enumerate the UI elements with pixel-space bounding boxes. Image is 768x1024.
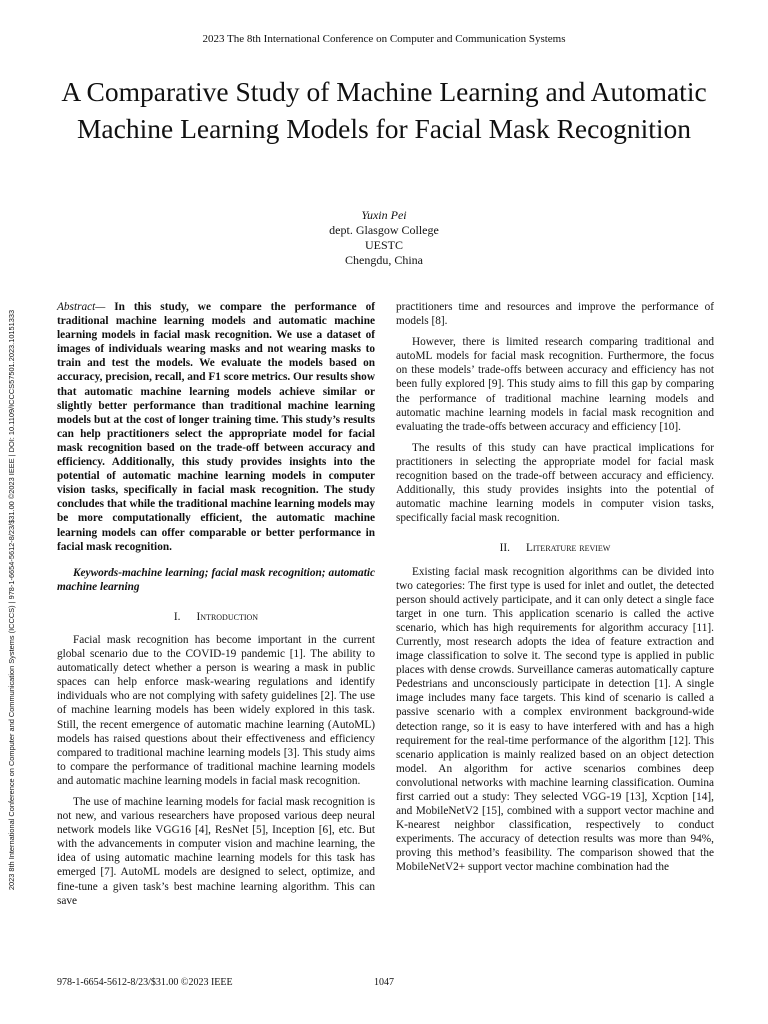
page-number: 1047 [374,977,394,988]
section-title: Literature review [525,542,611,555]
right-column [396,300,714,882]
paper-title: A Comparative Study of Machine Learning and Automatic Machine Learning Models for Facial Mask Recognition [61,76,707,144]
paragraph: practitioners time and resources and improve the performance of models [8]. [396,301,714,328]
keywords: Keywords-machine learning; facial mask recognition; automatic machine learning [57,566,375,593]
footer-isbn: 978-1-6654-5612-8/23/$31.00 ©2023 IEEE [57,977,233,988]
section-heading-introduction [57,610,375,624]
author-block [0,208,768,268]
section-number: I. [173,610,181,623]
conference-header: 2023 The 8th International Conference on Computer and Communication Systems [202,33,566,45]
section-heading-literature-review [396,541,714,555]
abstract-text: In this study, we compare the performance of traditional machine learning models and automatic machine learning models in facial mask recognition. We use a dataset of images of individuals wearing masks and not wearing masks to train and test the models. We evaluate the models based on accuracy, precision, recall, and F1 score metrics. Our results show that automatic machine learning models achieve similar or slightly better performance than traditional machine learning models but at the cost of longer training time. This study’s results can help practitioners select the appropriate model for facial mask recognition based on the trade-off between accuracy and efficiency. Additionally, this study provides insights into the potential of automatic machine learning models in computer vision tasks, specifically in facial mask recognition. The study concludes that while the traditional machine learning models may be more computationally efficient, the automatic machine learning models can offer comparable or better performance in facial mask recognition. [57,301,375,553]
left-column [57,300,375,915]
paragraph: Existing facial mask recognition algorithms can be divided into two categories: The first type is used for inlet and outlet, the detected person should actively participate, and it can only detect a single face target in one turn. This application scenario is called the active scenario, which has high requirements for algorithm accuracy [11]. Currently, most research adopts the idea of feature extraction and image classification to solve it. The second type is applied in public places with dense crowds. Surveillance cameras automatically capture Pedestrians and unconsciously participate in detection [1]. A single image includes many face targets. This kind of scenario is called a passive scenario with a complex environment background-wide detection range, so it is easy to have interfered with and has a high requirement for the real-time performance of the algorithm [12]. This scenario application is mainly realized based on an object detection model. An algorithm for active scenarios combines deep convolutional networks with machine learning classification. Oumina first carried out a study: They selected VGG-19 [13], Xcption [14], and MobileNetV2 [15], combined with a support vector machine and K-nearest neighbor classification, respectively to conduct experiments. The accuracy of detection results was more than 94%, proving this method’s feasibility. The comparison showed that the MobileNetV2+ support vector machine combination had the [396,565,714,874]
paragraph: However, there is limited research comparing traditional and autoML models for facial mask recognition. Furthermore, the focus on these models’ trade-offs between accuracy and efficiency has not been fully explored [9]. This study aims to fill this gap by comparing the performance of traditional machine learning models and automatic machine learning models in facial mask recognition and evaluating the trade-offs between accuracy and efficiency [10]. [396,336,714,433]
side-note-strip [2,210,22,990]
side-note: 2023 8th International Conference on Computer and Communication Systems (ICCCS) | 978-1-6654-5612-8/23/$31.00 ©2023 IEEE | DOI: 10.1109/ICCCS57501.2023.10151333 [7,309,16,891]
abstract [57,300,375,554]
paragraph: The use of machine learning models for facial mask recognition is not new, and various researchers have proposed various deep neural network models like VGG16 [4], ResNet [5], Inception [6], etc. But with the advancements in computer vision and machine learning, the idea of using automatic machine learning models for this task has emerged [7]. AutoML models are designed to select, optimize, and fine-tune a given task’s best machine learning algorithm. This can save [57,796,375,907]
paragraph: The results of this study can have practical implications for practitioners in selecting the appropriate model for facial mask recognition based on the trade-off between accuracy and efficiency. Additionally, this study provides insights into the potential of automatic machine learning models in computer vision tasks, specifically facial mask recognition. [396,441,714,525]
author-org: UESTC [364,238,403,252]
author-dept: dept. Glasgow College [329,223,439,237]
section-title: Introduction [196,610,259,623]
paragraph: Facial mask recognition has become important in the current global scenario due to the COVID-19 pandemic [1]. The ability to automatically detect whether a person is wearing a mask in public spaces can help enforce mask-wearing regulations and identify individuals who are not complying with safety guidelines [2]. The use of machine learning models has been widely explored in this task. Still, the recent emergence of automatic machine learning (AutoML) models has raised questions about their effectiveness and efficiency compared to traditional machine learning models [3]. This study aims to compare the performance of traditional machine learning models and automatic machine learning models in facial mask recognition. [57,633,375,787]
section-number: II. [499,542,510,555]
author-location: Chengdu, China [345,253,423,267]
author-name: Yuxin Pei [361,208,407,222]
abstract-label: Abstract— [57,301,106,313]
